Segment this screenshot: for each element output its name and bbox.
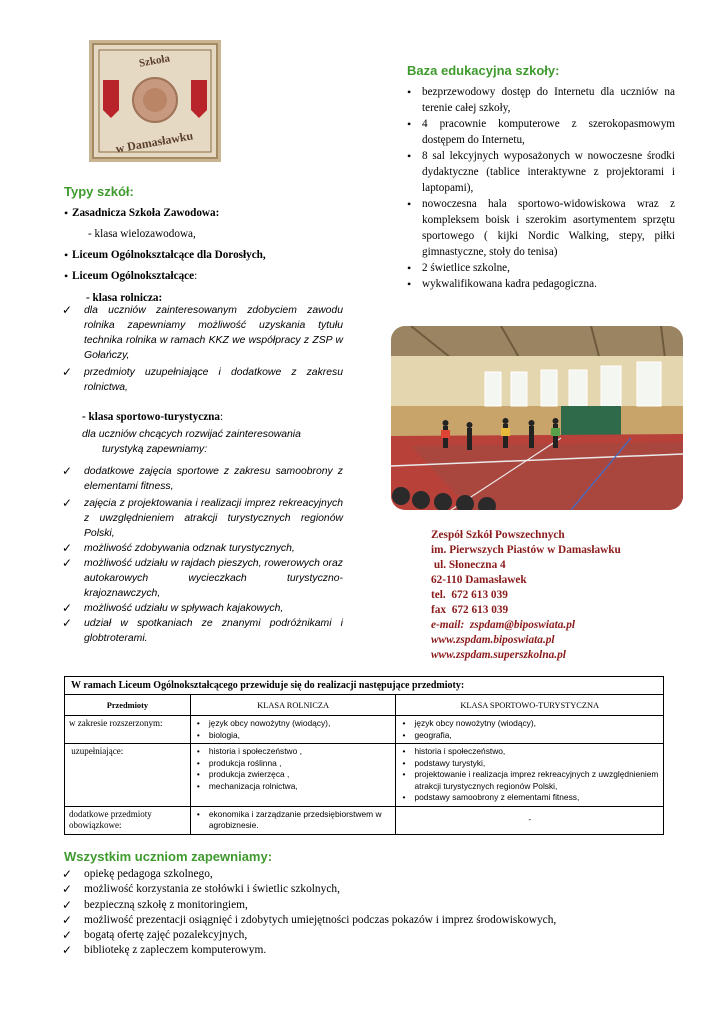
row-label: dodatkowe przedmioty obowiązkowe: xyxy=(65,806,191,834)
row-label: w zakresie rozszerzonym: xyxy=(65,716,191,744)
zsz-item xyxy=(62,205,347,221)
address-block xyxy=(431,528,671,663)
sport-title-text: - klasa sportowo-turystyczna xyxy=(82,411,220,423)
base-heading: Baza edukacyjna szkoły: xyxy=(407,63,560,78)
sport-item: ✓ dodatkowe zajęcia sportowe z zakresu samoobrony z elementami fitness, xyxy=(62,464,343,494)
assure-list xyxy=(62,867,667,959)
table-row xyxy=(65,716,664,744)
sport-list xyxy=(62,464,343,646)
col-header: KLASA SPORTOWO-TURYSTYCZNA xyxy=(396,695,664,716)
zsz-sub: - klasa wielozawodowa, xyxy=(88,228,196,240)
subject-item: • podstawy turystyki, xyxy=(400,758,659,770)
base-list xyxy=(405,84,675,292)
table-row xyxy=(65,806,664,834)
subject-item: • mechanizacja rolnictwa, xyxy=(195,781,392,793)
sport-intro-line-1: dla uczniów chcących rozwijać zainteresowania xyxy=(82,429,301,440)
types-section xyxy=(62,205,347,306)
rolnicza-item: ✓ dla uczniów zainteresowanym zdobyciem zawodu rolnika zapewniamy możliwość uzyskania tytułu technika rolnika w ramach KKZ we współpracy z ZSP w Gołańczy, xyxy=(62,303,343,363)
subject-item: • projektowanie i realizacja imprez rekreacyjnych z uwzględnieniem atrakcji turystycznych regionów Polski, xyxy=(400,769,659,792)
subject-item: • produkcja zwierzęca , xyxy=(195,769,392,781)
rolnicza-title-text: - klasa rolnicza: xyxy=(86,292,163,304)
base-item: • 8 sal lekcyjnych wyposażonych w nowoczesne środki dydaktyczne (tablice interaktywne z projektorami i laptopami), xyxy=(405,148,675,196)
sport-cell xyxy=(396,744,664,807)
base-item: • bezprzewodowy dostęp do Internetu dla uczniów na terenie całej szkoły, xyxy=(405,84,675,116)
website-link[interactable]: www.zspdam.biposwiata.pl xyxy=(431,634,555,646)
subject-item: • ekonomika i zarządzanie przedsiębiorstwem w agrobiznesie. xyxy=(195,809,392,832)
address-line: im. Pierwszych Piastów w Damasławku xyxy=(431,544,621,556)
base-item: • nowoczesna hala sportowo-widowiskowa wraz z kompleksem boisk i szerokim asortymentem sprzętu sportowego ( kijki Nordic Walking, stepy, piłki gimnastyczne, stoły do tenisa) xyxy=(405,196,675,260)
svg-text:Szkoła: Szkoła xyxy=(138,52,171,70)
col-header: KLASA ROLNICZA xyxy=(190,695,396,716)
table-title xyxy=(65,677,664,695)
website-link[interactable]: www.zspdam.superszkolna.pl xyxy=(431,649,566,661)
address-line: ul. Słoneczna 4 xyxy=(431,559,506,571)
rolnicza-item: ✓ przedmioty uzupełniające i dodatkowe z zakresu rolnictwa, xyxy=(62,365,343,395)
sports-hall-photo xyxy=(391,326,683,510)
types-heading: Typy szkół: xyxy=(64,184,134,199)
assure-item: ✓ możliwość korzystania ze stołówki i świetlic szkolnych, xyxy=(62,882,667,897)
base-item: • 4 pracownie komputerowe z szerokopasmowym dostępem do Internetu, xyxy=(405,116,675,148)
assure-item: ✓ bibliotekę z zapleczem komputerowym. xyxy=(62,943,667,958)
table-header-row xyxy=(65,695,664,716)
lo-colon: : xyxy=(194,270,198,282)
subject-item: • podstawy samoobrony z elementami fitness, xyxy=(400,792,659,804)
assure-item: ✓ bezpieczną szkołę z monitoringiem, xyxy=(62,898,667,913)
rolnicza-cell xyxy=(190,716,396,744)
lo-title: Liceum Ogólnokształcące xyxy=(72,270,195,282)
sport-intro-line-2: turystyką zapewniamy: xyxy=(102,444,208,455)
empty-dash: - xyxy=(528,814,532,825)
assure-item: ✓ opiekę pedagoga szkolnego, xyxy=(62,867,667,882)
address-line: 62-110 Damasławek xyxy=(431,574,527,586)
sport-item: ✓ możliwość udziału w spływach kajakowych, xyxy=(62,601,343,616)
sport-item: ✓ możliwość zdobywania odznak turystycznych, xyxy=(62,541,343,556)
subject-item: • biologia, xyxy=(195,730,392,742)
sport-item: ✓ udział w spotkaniach ze znanymi podróżnikami i globtroterami. xyxy=(62,616,343,646)
rolnicza-list xyxy=(62,303,343,395)
subject-item: • historia i społeczeństwo , xyxy=(195,746,392,758)
fax: fax 672 613 039 xyxy=(431,604,509,616)
email-link[interactable]: e-mail: zspdam@biposwiata.pl xyxy=(431,619,576,631)
base-item: • 2 świetlice szkolne, xyxy=(405,260,675,276)
phone: tel. 672 613 039 xyxy=(431,589,508,601)
assure-heading: Wszystkim uczniom zapewniamy: xyxy=(64,849,273,864)
sport-cell xyxy=(396,716,664,744)
sport-title xyxy=(82,409,344,425)
assure-item: ✓ możliwość prezentacji osiągnięć i zdobytych umiejętności podczas pokazów i imprez środowiskowych, xyxy=(62,913,667,928)
table-row xyxy=(65,744,664,807)
sport-item: ✓ zajęcia z projektowania i realizacji imprez rekreacyjnych z uwzględnieniem atrakcji turystycznych regionów Polski, xyxy=(62,496,343,541)
sport-cell xyxy=(396,806,664,834)
subject-item: • język obcy nowożytny (wiodący), xyxy=(195,718,392,730)
rolnicza-cell xyxy=(190,744,396,807)
subjects-table xyxy=(64,676,664,835)
sport-intro xyxy=(82,427,344,457)
svg-text:w Damasławku: w Damasławku xyxy=(114,128,195,156)
lo-adult-title: Liceum Ogólnokształcące dla Dorosłych, xyxy=(72,249,266,261)
row-label: uzupełniające: xyxy=(65,744,191,807)
table-title-text: W ramach Liceum Ogólnokształcącego przewiduje się do realizacji następujące przedmioty: xyxy=(71,680,465,691)
lo-adult-item xyxy=(62,247,347,263)
school-banner-image xyxy=(89,40,221,162)
subject-item: • historia i społeczeństwo, xyxy=(400,746,659,758)
sport-item: ✓ możliwość udziału w rajdach pieszych, rowerowych oraz autokarowych wycieczkach turystyczno-krajoznawczych, xyxy=(62,556,343,601)
subject-item: • produkcja roślinna , xyxy=(195,758,392,770)
subject-item: • geografia, xyxy=(400,730,659,742)
base-item: • wykwalifikowana kadra pedagogiczna. xyxy=(405,276,675,292)
lo-item xyxy=(62,268,347,284)
address-line: Zespół Szkół Powszechnych xyxy=(431,529,565,541)
zsz-title: Zasadnicza Szkoła Zawodowa: xyxy=(72,207,220,219)
subject-item: • język obcy nowożytny (wiodący), xyxy=(400,718,659,730)
assure-item: ✓ bogatą ofertę zajęć pozalekcyjnych, xyxy=(62,928,667,943)
col-header: Przedmioty xyxy=(65,695,191,716)
rolnicza-cell xyxy=(190,806,396,834)
sport-colon: : xyxy=(219,411,224,423)
